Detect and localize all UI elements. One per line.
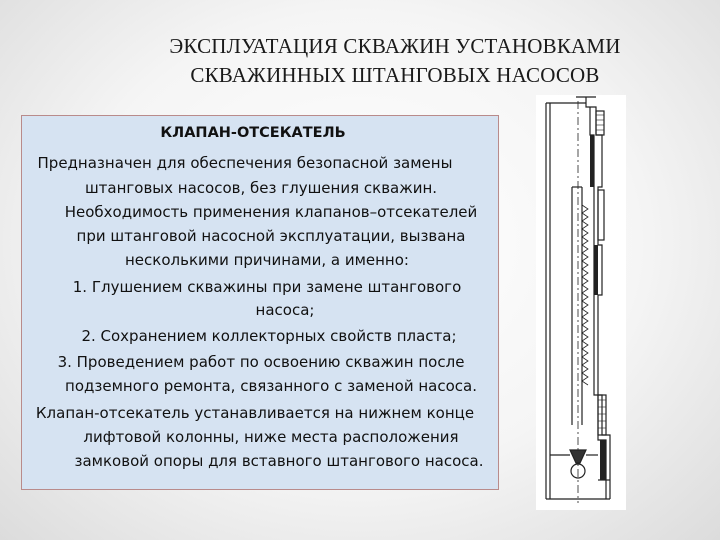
valve-cross-section-drawing	[536, 95, 626, 510]
text-line: несколькими причинами, а именно:	[125, 251, 409, 269]
text-line: Необходимость применения клапанов–отсекателей	[64, 203, 478, 221]
text-line: штанговых насосов, без глушения скважин.	[84, 179, 438, 197]
section-heading: КЛАПАН-ОТСЕКАТЕЛЬ	[160, 125, 346, 141]
hatched-wall-upper	[590, 135, 594, 187]
text-line: 1. Глушением скважины при замене штангового	[72, 278, 462, 296]
description-textbox	[21, 115, 499, 490]
text-line: подземного ремонта, связанного с заменой насоса.	[65, 377, 477, 395]
text-line: 2. Сохранением коллекторных свойств пласта;	[81, 327, 457, 345]
slide-title-line-2: СКВАЖИННЫХ ШТАНГОВЫХ НАСОСОВ	[190, 63, 600, 87]
text-line: 3. Проведением работ по освоению скважин после	[57, 353, 465, 371]
text-line: лифтовой колонны, ниже места расположения	[83, 428, 459, 446]
text-line: замковой опоры для вставного штангового насоса.	[74, 452, 484, 470]
slide-title-line-1: ЭКСПЛУАТАЦИЯ СКВАЖИН УСТАНОВКАМИ	[169, 34, 621, 58]
upper-coupling	[596, 111, 604, 135]
middle-coupling	[598, 190, 604, 240]
valve-spring	[582, 205, 588, 385]
text-line: Предназначен для обеспечения безопасной замены	[37, 154, 453, 172]
slide-title	[100, 32, 690, 90]
text-line: насоса;	[255, 301, 315, 319]
hatched-wall-lower	[600, 440, 606, 480]
text-line: при штанговой насосной эксплуатации, вызвана	[76, 227, 466, 245]
valve-seat	[570, 450, 586, 463]
text-line: Клапан-отсекатель устанавливается на нижнем конце	[35, 404, 475, 422]
hatched-wall-middle	[594, 245, 598, 295]
valve-drawing-svg	[536, 95, 626, 510]
